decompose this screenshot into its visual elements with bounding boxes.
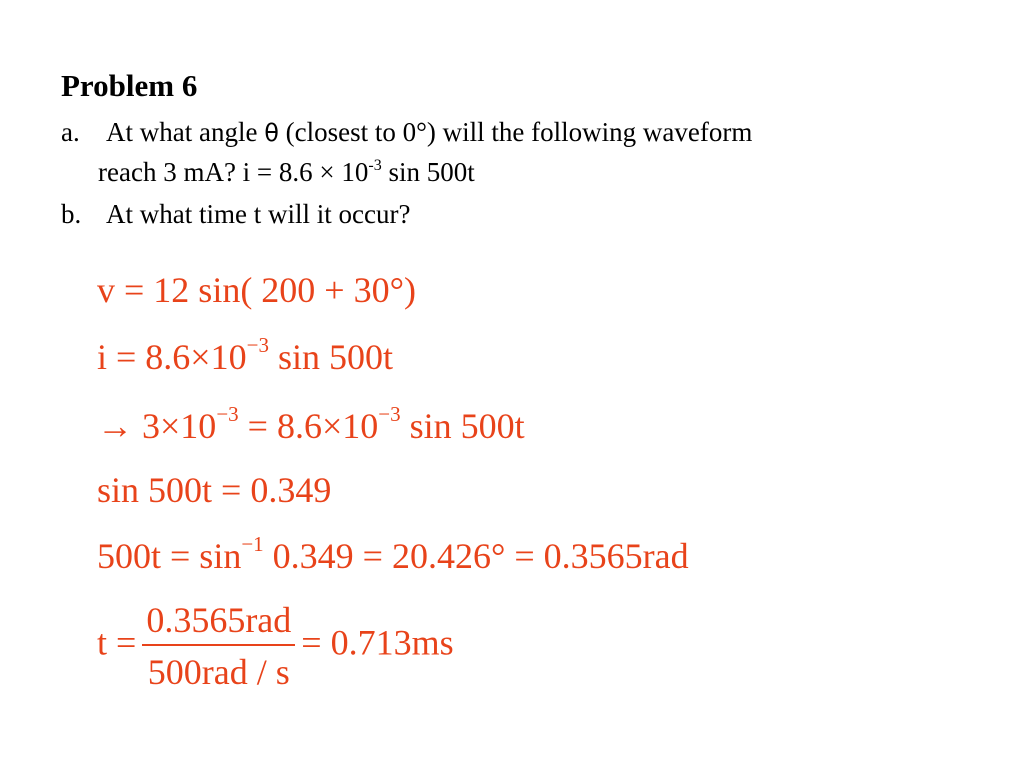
- equation-substitution: [97, 404, 525, 453]
- eq5-exponent: −1: [241, 532, 264, 556]
- item-a-equation-exponent: -3: [368, 157, 382, 174]
- equation-sine-value: sin 500t = 0.349: [97, 470, 332, 510]
- item-a-text-start: At what angle: [106, 117, 258, 147]
- problem-item-b: [61, 197, 961, 231]
- item-a-equation-end: sin 500t: [381, 157, 475, 187]
- eq3-end: sin 500t: [400, 406, 525, 446]
- eq2-base: i = 8.6×10: [97, 337, 247, 377]
- time-fraction: [142, 600, 295, 692]
- equation-voltage: v = 12 sin( 200 + 30°): [97, 270, 416, 310]
- eq5-part1: 500t = sin: [97, 536, 242, 576]
- equation-current: [97, 335, 393, 384]
- equation-angle: [97, 534, 689, 583]
- eq6-lhs: t =: [97, 622, 137, 663]
- eq3-part1: → 3×10: [97, 406, 217, 446]
- eq2-end: sin 500t: [268, 337, 393, 377]
- eq3-exponent2: −3: [378, 402, 401, 426]
- item-b-marker: b.: [61, 199, 82, 229]
- eq3-part2: = 8.6×10: [238, 406, 379, 446]
- item-a-text-end: (closest to 0°) will the following waveform: [285, 117, 753, 147]
- eq5-end: 0.349 = 20.426° = 0.3565rad: [263, 536, 689, 576]
- problem-item-a-line2: [98, 155, 475, 194]
- item-a-marker: a.: [61, 117, 80, 147]
- problem-item-a-line1: [61, 115, 961, 149]
- item-a-equation-base: reach 3 mA? i = 8.6 × 10: [98, 157, 369, 187]
- eq6-rhs: = 0.713ms: [301, 622, 454, 663]
- item-b-text: At what time t will it occur?: [106, 199, 411, 229]
- problem-title: Problem 6: [61, 68, 198, 103]
- fraction-denominator: 500rad / s: [147, 652, 290, 692]
- eq3-exponent1: −3: [216, 402, 239, 426]
- equation-time: [97, 600, 454, 692]
- fraction-numerator: 0.3565rad: [142, 600, 295, 646]
- item-a-text: [106, 115, 752, 150]
- eq2-exponent: −3: [246, 333, 269, 357]
- theta-symbol: θ: [264, 119, 279, 147]
